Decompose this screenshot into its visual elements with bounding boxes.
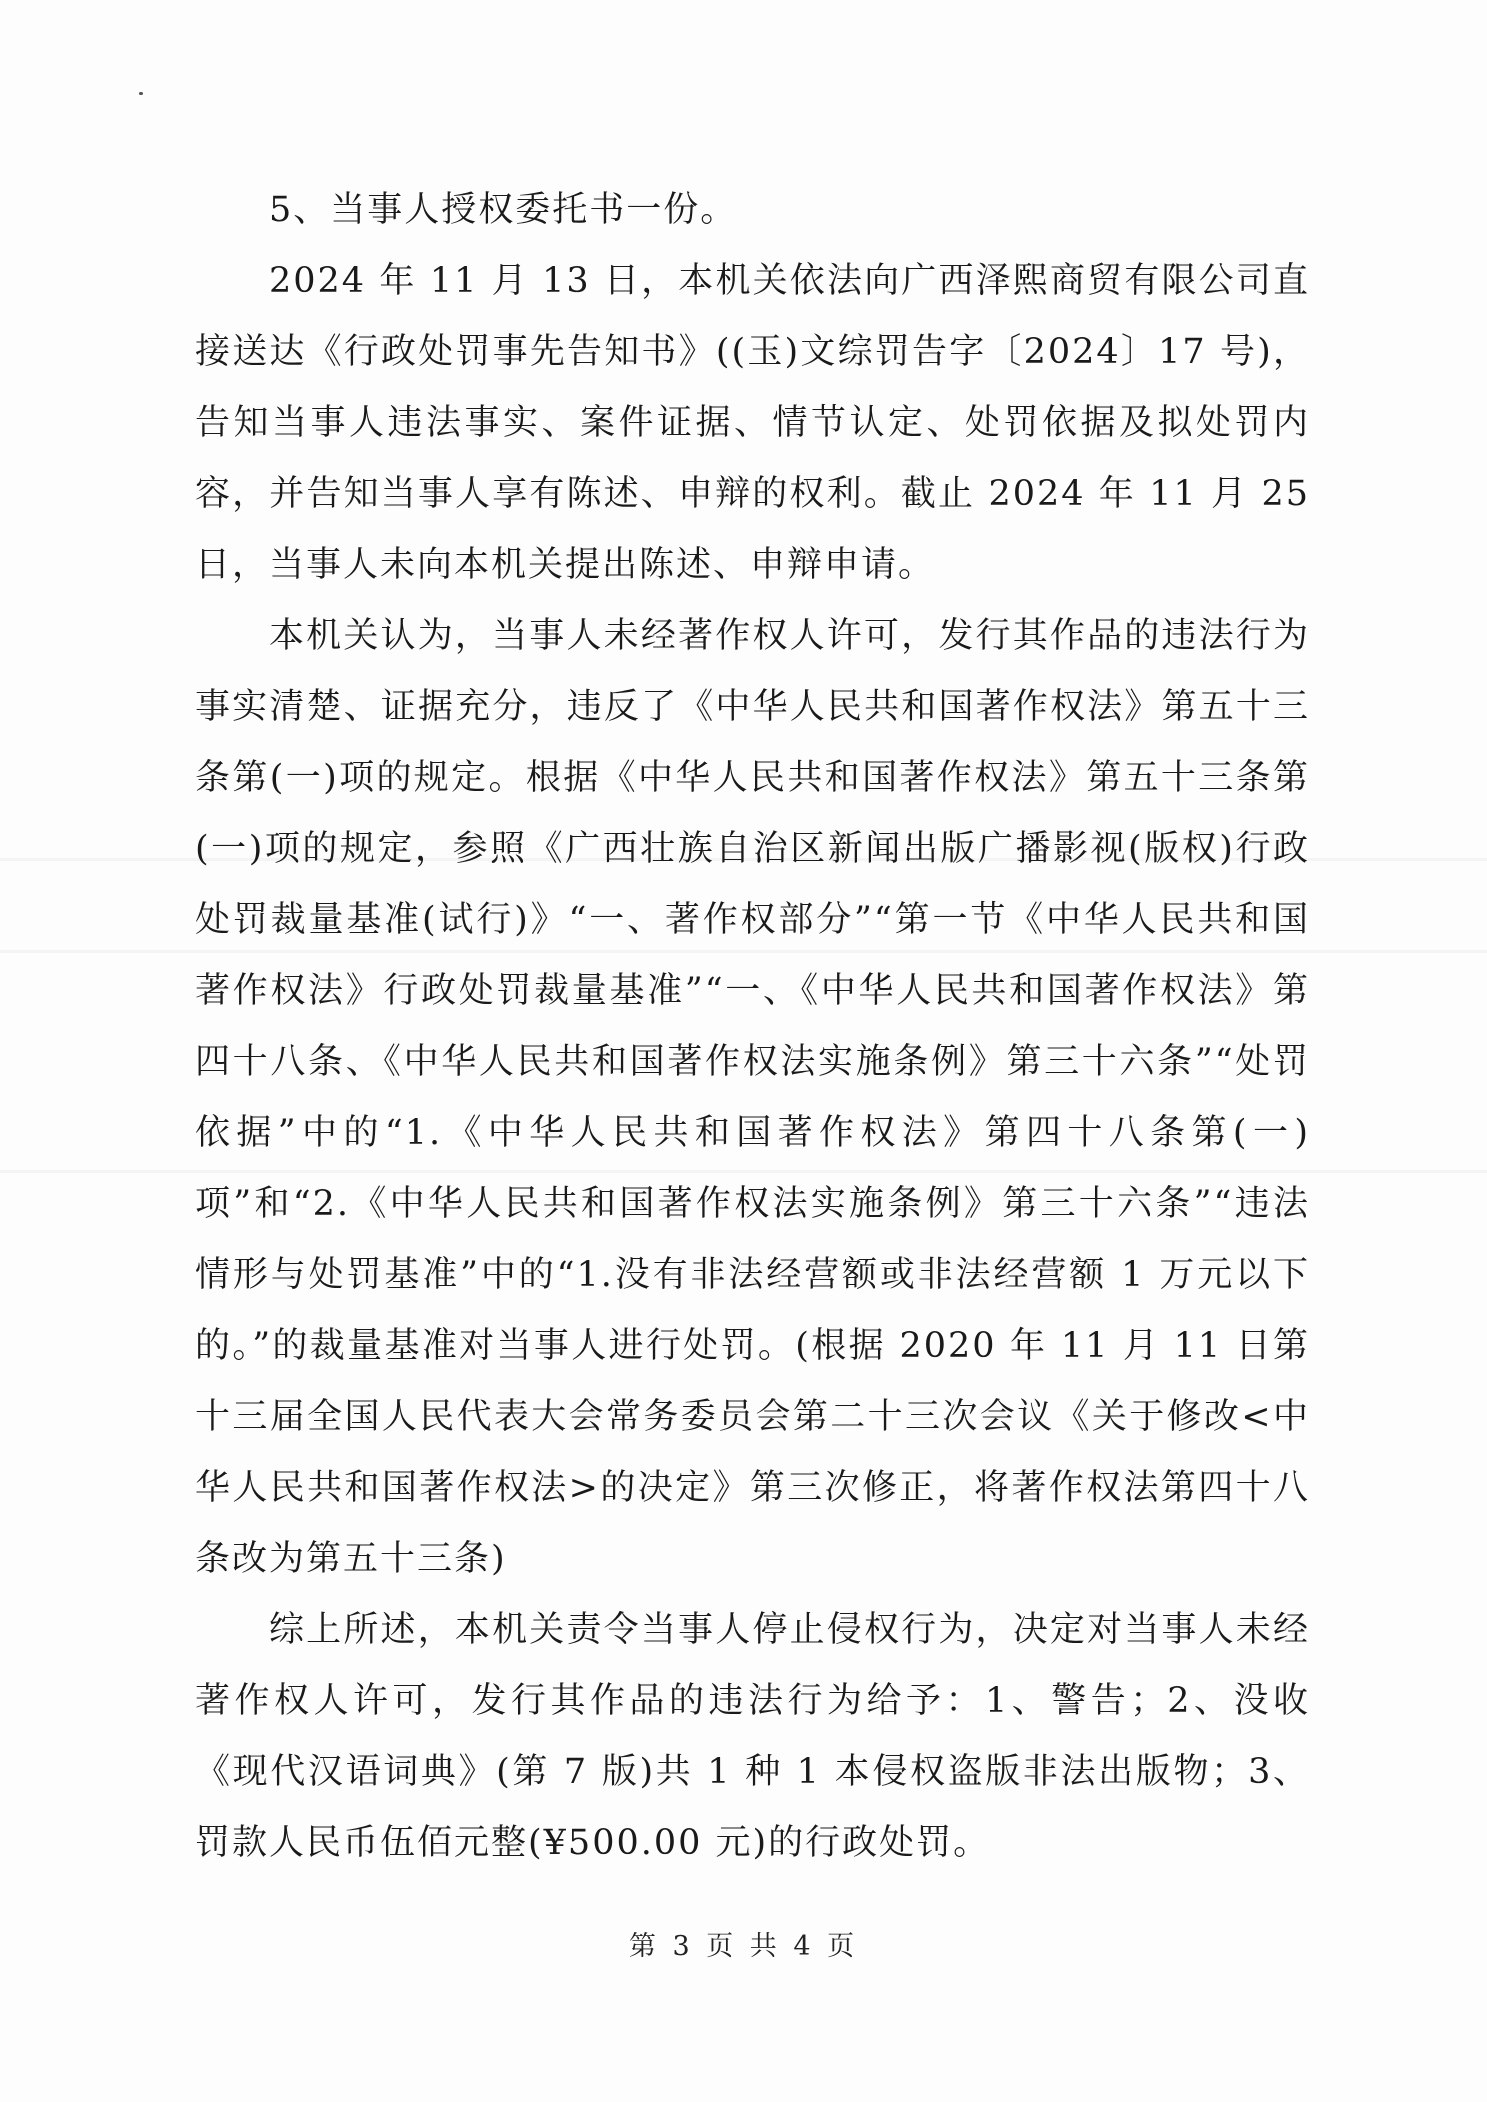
document-body [195, 175, 1310, 1879]
paragraph-notice-delivery: 2024 年 11 月 13 日，本机关依法向广西泽熙商贸有限公司直接送达《行政处罚事先告知书》((玉)文综罚告字〔2024〕17 号)，告知当事人违法事实、案件证据、情节认定、处罚依据及拟处罚内容，并告知当事人享有陈述、申辩的权利。截止 2024 年 11 月 25 日，当事人未向本机关提出陈述、申辩申请。 [195, 261, 1310, 585]
paragraph-legal-basis: 本机关认为，当事人未经著作权人许可，发行其作品的违法行为事实清楚、证据充分，违反了《中华人民共和国著作权法》第五十三条第(一)项的规定。根据《中华人民共和国著作权法》第五十三条第(一)项的规定，参照《广西壮族自治区新闻出版广播影视(版权)行政处罚裁量基准(试行)》“一、著作权部分”“第一节《中华人民共和国著作权法》行政处罚裁量基准”“一、《中华人民共和国著作权法》第四十八条、《中华人民共和国著作权法实施条例》第三十六条”“处罚依据”中的“1.《中华人民共和国著作权法》第四十八条第(一)项”和“2.《中华人民共和国著作权法实施条例》第三十六条”“违法情形与处罚基准”中的“1.没有非法经营额或非法经营额 1 万元以下的。”的裁量基准对当事人进行处罚。(根据 2020 年 11 月 11 日第十三届全国人民代表大会常务委员会第二十三次会议《关于修改<中华人民共和国著作权法>的决定》第三次修正，将著作权法第四十八条改为第五十三条) [195, 616, 1310, 1579]
scan-speck [139, 92, 143, 95]
paragraph-attachment-item: 5、当事人授权委托书一份。 [269, 190, 738, 230]
paragraph-penalty-decision: 综上所述，本机关责令当事人停止侵权行为，决定对当事人未经著作权人许可，发行其作品的违法行为给予：1、警告；2、没收《现代汉语词典》(第 7 版)共 1 种 1 本侵权盗版非法出版物；3、罚款人民币伍佰元整(¥500.00 元)的行政处罚。 [195, 1610, 1310, 1863]
page-number: 第 3 页 共 4 页 [628, 1931, 859, 1962]
